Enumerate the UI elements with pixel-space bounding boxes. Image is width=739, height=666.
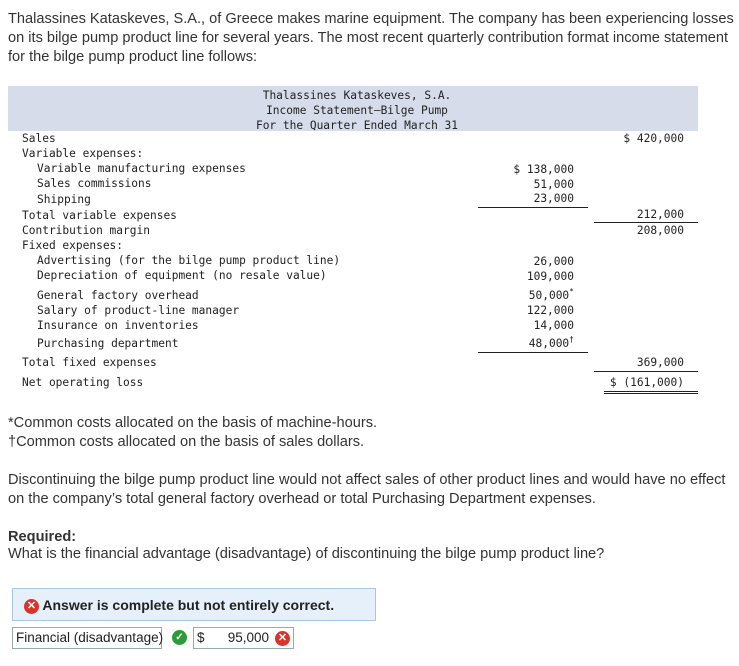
- required-question: What is the financial advantage (disadvantage) of discontinuing the bilge pump product line?: [8, 546, 605, 562]
- variable-item-label: Sales commissions: [37, 177, 152, 190]
- incorrect-icon: ✕: [275, 631, 290, 646]
- fixed-item-amount: 122,000: [526, 304, 574, 317]
- contribution-margin-label: Contribution margin: [22, 224, 150, 237]
- variable-item-label: Shipping: [37, 193, 91, 206]
- answer-value: 95,000: [227, 630, 269, 645]
- sales-total: $ 420,000: [623, 132, 684, 145]
- statement-period: For the Quarter Ended March 31: [255, 119, 459, 132]
- fixed-expenses-heading: Fixed expenses:: [22, 239, 124, 252]
- variable-item-amount: 23,000: [533, 192, 574, 205]
- fixed-item-amount: 109,000: [526, 270, 574, 283]
- feedback-banner: [12, 588, 376, 621]
- fixed-item-amount: 50,000*: [528, 287, 574, 302]
- subtotal-rule: [478, 352, 588, 353]
- fixed-item-amount: 48,000†: [528, 335, 574, 350]
- variable-item-amount: 51,000: [533, 178, 574, 191]
- sales-label: Sales: [22, 132, 56, 145]
- statement-title: Income Statement—Bilge Pump: [266, 104, 448, 117]
- income-statement: [8, 86, 698, 394]
- total-variable-label: Total variable expenses: [22, 209, 177, 222]
- required-heading: Required:: [8, 529, 77, 545]
- currency-symbol: $: [197, 630, 205, 645]
- total-rule-top: [604, 391, 698, 392]
- total-fixed-amount: 369,000: [636, 356, 684, 369]
- answer-label: Financial (disadvantage): [12, 627, 162, 649]
- net-operating-loss-amount: $ (161,000): [609, 376, 684, 389]
- total-variable-amount: 212,000: [636, 208, 684, 221]
- fixed-item-label: Advertising (for the bilge pump product line): [37, 254, 341, 267]
- total-rule-bottom: [604, 393, 698, 394]
- fixed-item-label: Purchasing department: [37, 337, 179, 350]
- subtotal-rule: [594, 222, 698, 223]
- fixed-item-label: Depreciation of equipment (no resale value): [37, 269, 327, 282]
- feedback-message: Answer is complete but not entirely correct.: [42, 597, 335, 613]
- fixed-item-label: Salary of product-line manager: [37, 304, 240, 317]
- footnote-mark: †: [569, 335, 574, 344]
- fixed-item-label: Insurance on inventories: [37, 319, 199, 332]
- error-icon: ✕: [24, 599, 39, 614]
- subtotal-rule: [594, 371, 698, 372]
- footnote-mark: *: [569, 287, 574, 296]
- footnote-machine-hours: *Common costs allocated on the basis of machine-hours.: [8, 415, 378, 431]
- variable-expenses-heading: Variable expenses:: [22, 147, 144, 160]
- fixed-item-label: General factory overhead: [37, 289, 199, 302]
- footnote-sales-dollars: †Common costs allocated on the basis of sales dollars.: [8, 434, 365, 450]
- net-operating-loss-label: Net operating loss: [22, 376, 144, 389]
- variable-item-label: Variable manufacturing expenses: [37, 162, 246, 175]
- total-fixed-label: Total fixed expenses: [22, 356, 157, 369]
- contribution-margin-amount: 208,000: [636, 224, 684, 237]
- discontinue-paragraph: Discontinuing the bilge pump product line would not affect sales of other product lines and would have no effect on the company’s total general factory overhead or total Purchasing Department expenses.: [8, 472, 726, 507]
- company-name: Thalassines Kataskeves, S.A.: [262, 89, 452, 102]
- answer-input[interactable]: [193, 627, 294, 649]
- fixed-item-amount: 26,000: [533, 255, 574, 268]
- subtotal-rule: [478, 207, 588, 208]
- intro-text: Thalassines Kataskeves, S.A., of Greece makes marine equipment. The company has been experiencing losses on its bilge pump product line for several years. The most recent quarterly contribution format income statement for the bilge pump product line follows:: [8, 11, 734, 65]
- variable-item-amount: $ 138,000: [513, 163, 574, 176]
- check-icon: ✓: [172, 630, 187, 645]
- fixed-item-amount: 14,000: [533, 319, 574, 332]
